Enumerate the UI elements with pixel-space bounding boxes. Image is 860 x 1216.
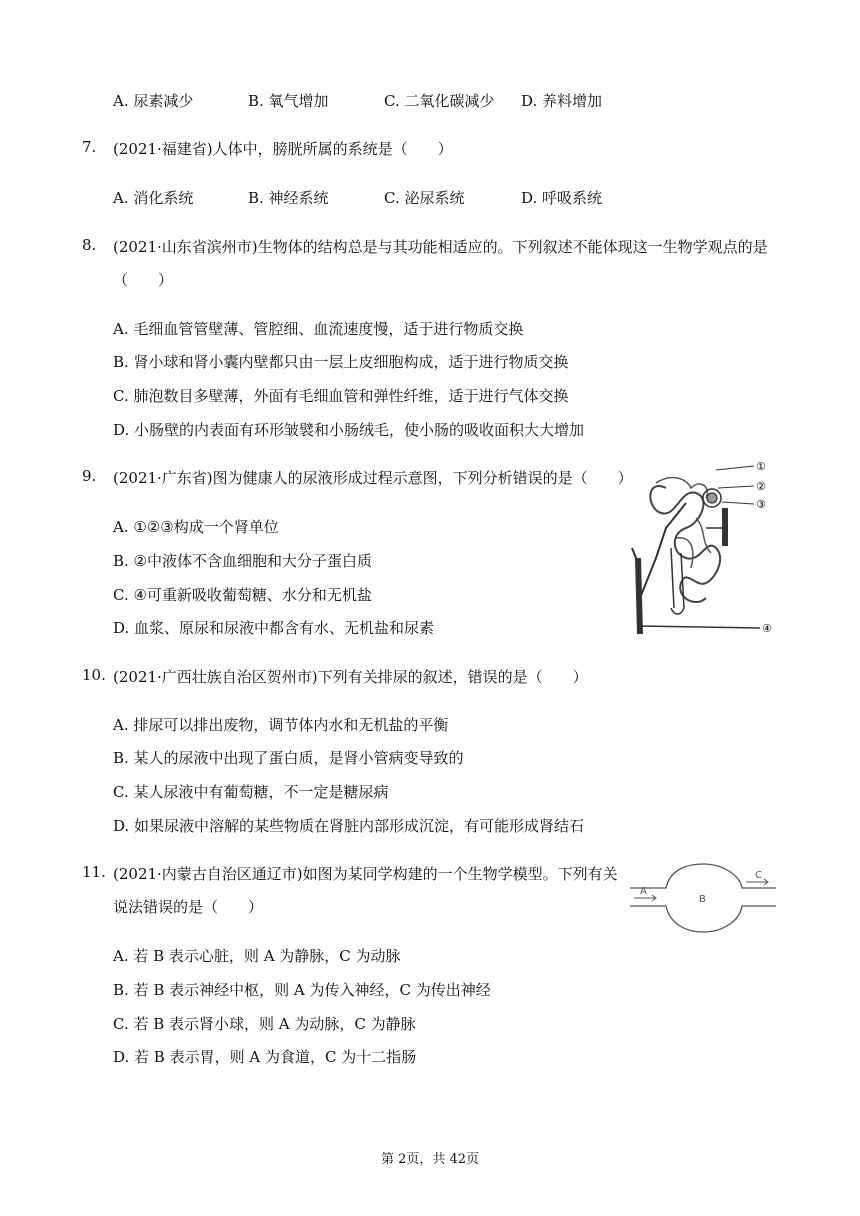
abc-model-diagram (628, 858, 778, 938)
q9-option-d: D. 血浆、原尿和尿液中都含有水、无机盐和尿素 (113, 619, 435, 637)
q7-option-b: B. 神经系统 (248, 189, 329, 207)
q9-option-c: C. ④可重新吸收葡萄糖、水分和无机盐 (113, 586, 372, 604)
q6-option-b: B. 氧气增加 (248, 92, 329, 110)
q10-option-d: D. 如果尿液中溶解的某些物质在肾脏内部形成沉淀，有可能形成肾结石 (113, 817, 585, 835)
model-label-a: A (640, 886, 647, 897)
q10-option-c: C. 某人尿液中有葡萄糖，不一定是糖尿病 (113, 783, 389, 801)
question-number: 11. (82, 863, 106, 881)
q11-option-c: C. 若 B 表示肾小球，则 A 为动脉，C 为静脉 (113, 1015, 416, 1033)
q9-option-b: B. ②中液体不含血细胞和大分子蛋白质 (113, 552, 373, 570)
q10-option-b: B. 某人的尿液中出现了蛋白质，是肾小管病变导致的 (113, 749, 464, 767)
q11-option-b: B. 若 B 表示神经中枢，则 A 为传入神经，C 为传出神经 (113, 981, 491, 999)
model-label-c: C (755, 870, 762, 881)
q10-option-a: A. 排尿可以排出废物，调节体内水和无机盐的平衡 (113, 716, 449, 734)
question-number: 10. (82, 666, 106, 684)
q11-option-a: A. 若 B 表示心脏，则 A 为静脉，C 为动脉 (113, 947, 401, 965)
question-stem: (2021·福建省)人体中，膀胱所属的系统是（ ） (113, 140, 453, 158)
page-footer: 第 2页，共 42页 (380, 1152, 480, 1167)
q7-option-c: C. 泌尿系统 (384, 189, 465, 207)
question-stem-line2: 说法错误的是（ ） (113, 898, 264, 916)
nephron-label-2: ② (756, 480, 766, 493)
nephron-label-4: ④ (762, 622, 772, 635)
question-stem-line1: (2021·内蒙古自治区通辽市)如图为某同学构建的一个生物学模型。下列有关 (113, 865, 618, 883)
q8-option-c: C. 肺泡数目多壁薄，外面有毛细血管和弹性纤维，适于进行气体交换 (113, 387, 569, 405)
q8-option-d: D. 小肠壁的内表面有环形皱襞和小肠绒毛，使小肠的吸收面积大大增加 (113, 421, 585, 439)
question-number: 9. (82, 467, 97, 485)
nephron-label-3: ③ (756, 498, 766, 511)
question-number: 8. (82, 236, 97, 254)
nephron-label-1: ① (756, 460, 766, 473)
nephron-diagram (626, 458, 786, 638)
q7-option-a: A. 消化系统 (113, 189, 194, 207)
q6-option-d: D. 养料增加 (521, 92, 603, 110)
question-stem-line1: (2021·山东省滨州市)生物体的结构总是与其功能相适应的。下列叙述不能体现这一生物学观点的是 (113, 238, 768, 256)
q9-option-a: A. ①②③构成一个肾单位 (113, 518, 279, 536)
q6-option-a: A. 尿素减少 (113, 92, 194, 110)
question-number: 7. (82, 138, 97, 156)
q6-option-c: C. 二氧化碳减少 (384, 92, 495, 110)
q11-option-d: D. 若 B 表示胃，则 A 为食道，C 为十二指肠 (113, 1048, 417, 1066)
question-stem: (2021·广西壮族自治区贺州市)下列有关排尿的叙述，错误的是（ ） (113, 668, 588, 686)
model-label-b: B (699, 894, 706, 905)
q8-option-a: A. 毛细血管管壁薄、管腔细、血流速度慢，适于进行物质交换 (113, 320, 524, 338)
q7-option-d: D. 呼吸系统 (521, 189, 603, 207)
question-stem: (2021·广东省)图为健康人的尿液形成过程示意图，下列分析错误的是（ ） (113, 469, 633, 487)
q8-option-b: B. 肾小球和肾小囊内壁都只由一层上皮细胞构成，适于进行物质交换 (113, 353, 569, 371)
question-stem-line2: （ ） (113, 271, 174, 289)
